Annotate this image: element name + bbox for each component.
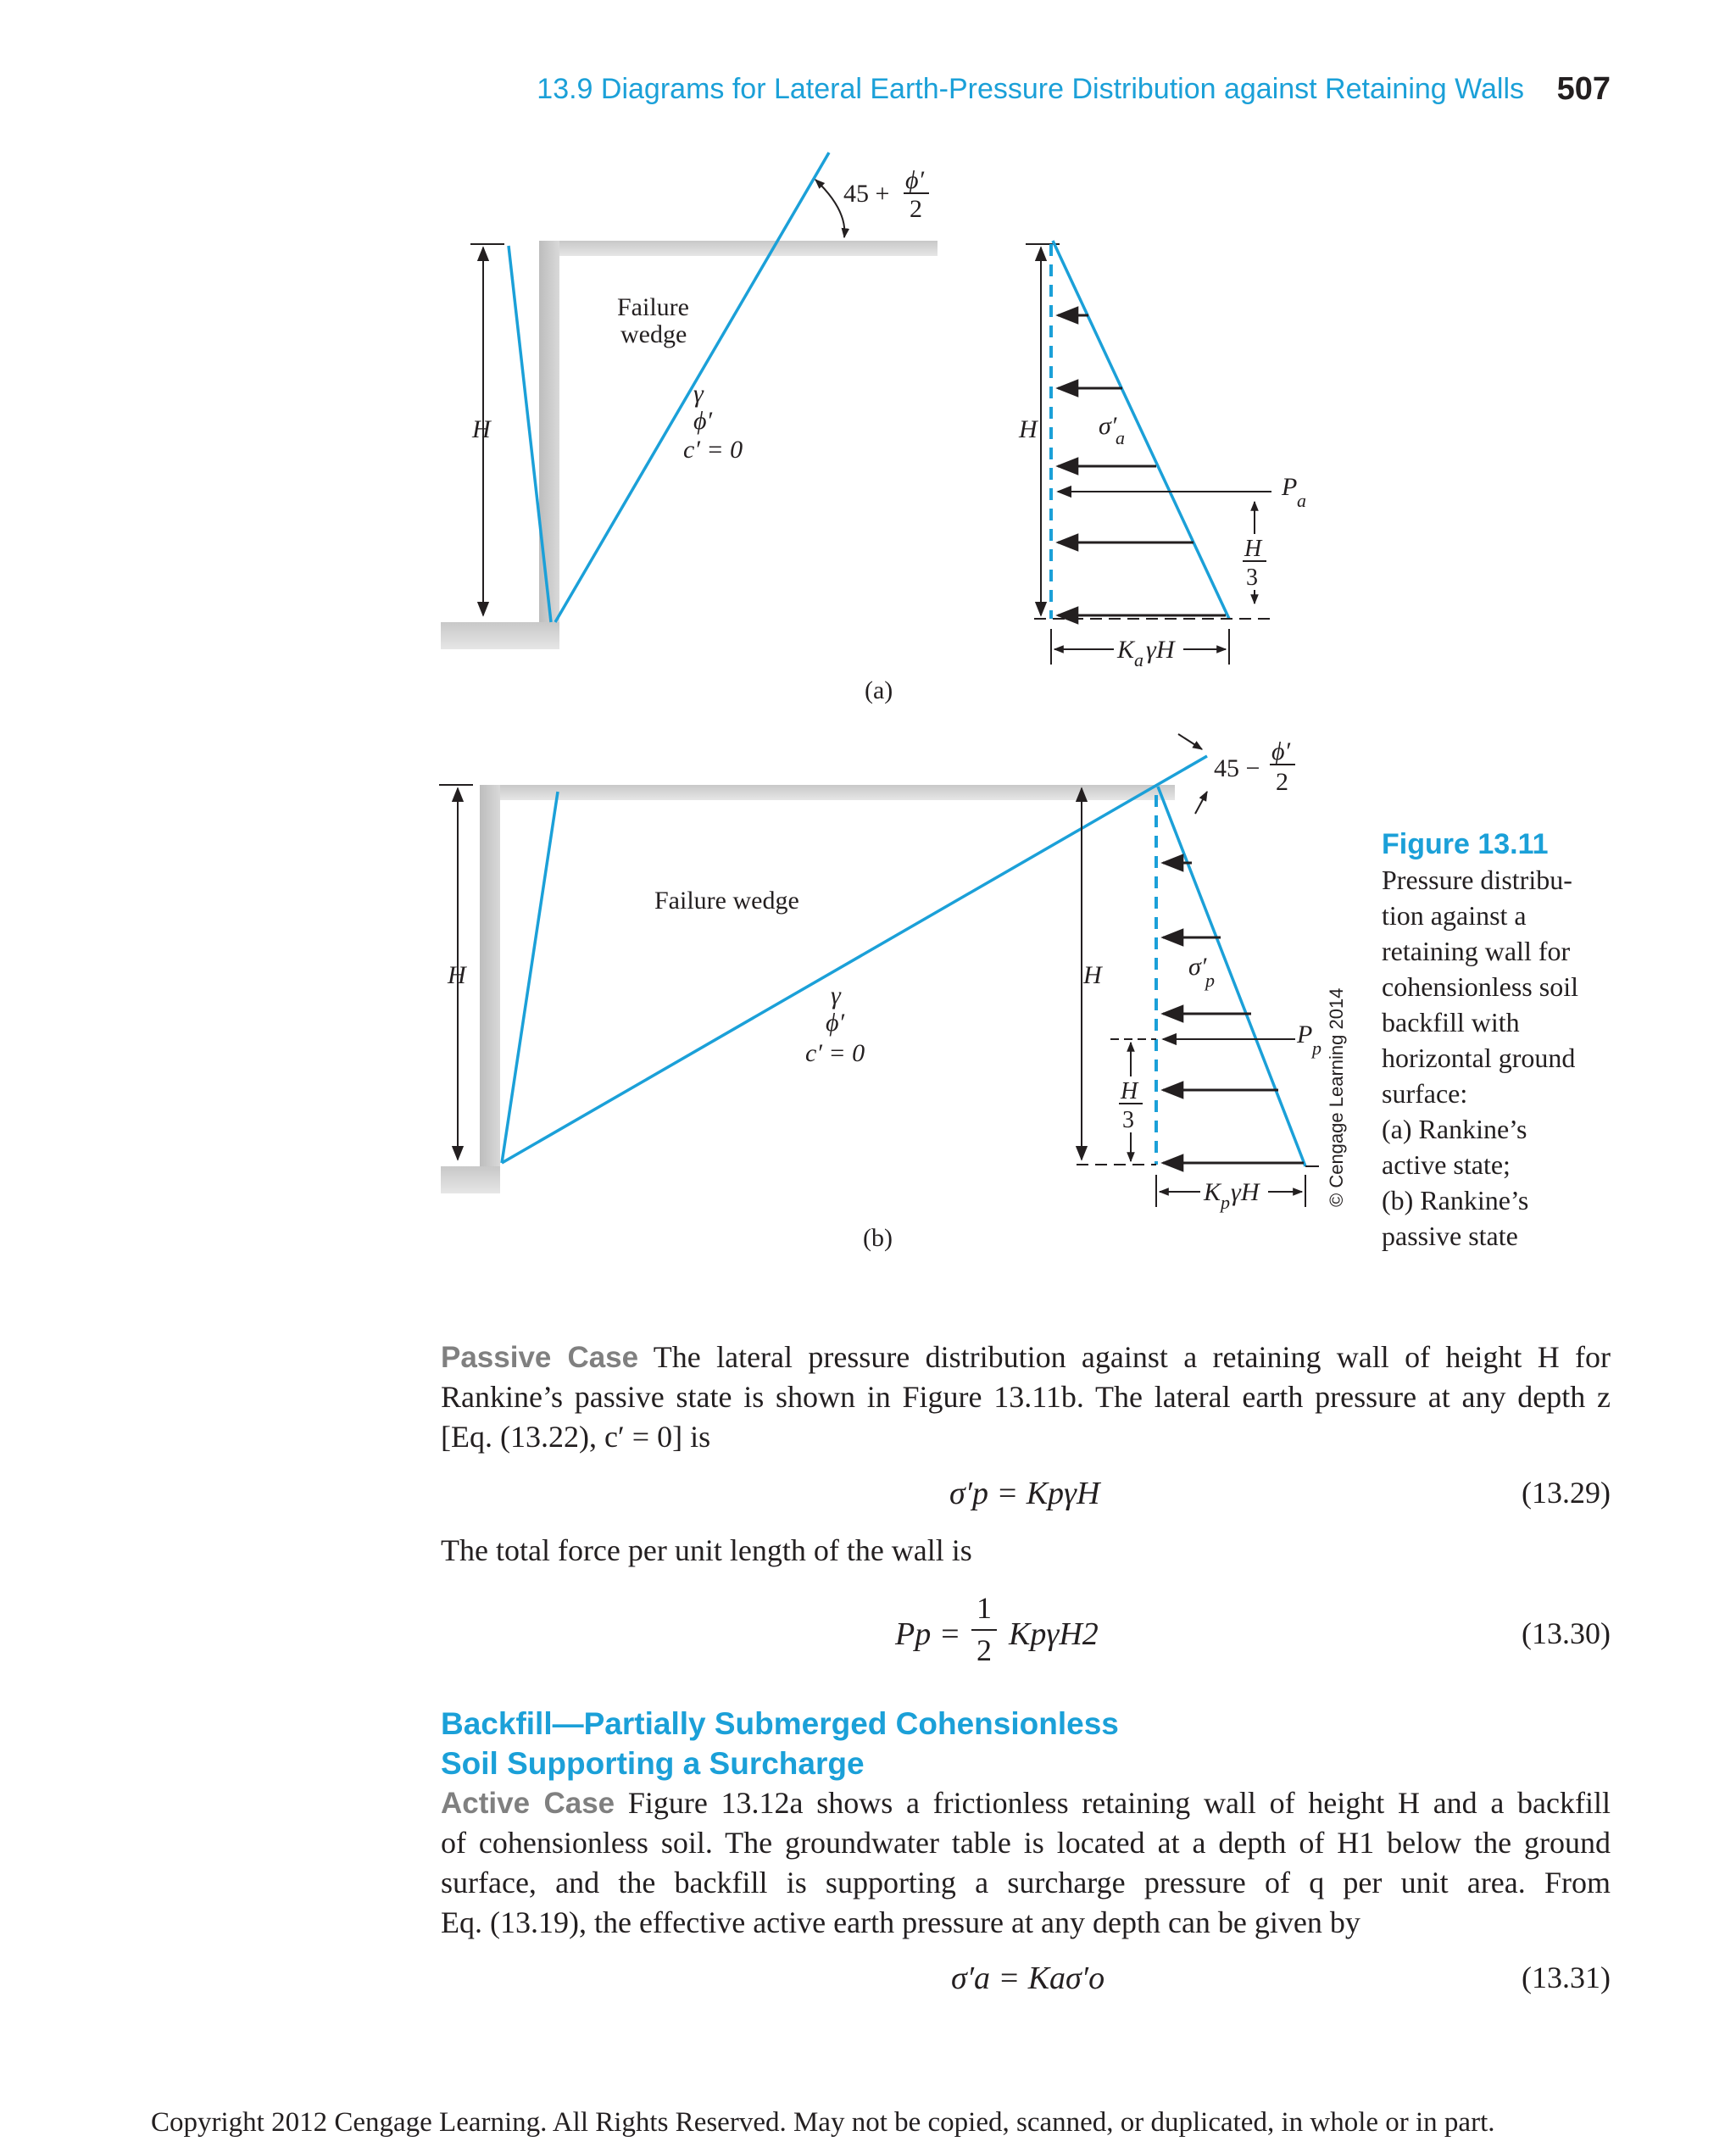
sigma-sub-b: p	[1205, 970, 1215, 991]
section-title: 13.9 Diagrams for Lateral Earth-Pressure Distribution against Retaining Walls	[537, 73, 1524, 105]
retaining-wall-a	[539, 241, 559, 622]
figure-copyright: © Cengage Learning 2014	[1326, 987, 1347, 1207]
sigma-a: σ′	[1099, 412, 1117, 440]
passive-line-2: Rankine’s passive state is shown in Figure 13.11b. The lateral earth pressure at any depth z	[441, 1380, 1611, 1414]
pressure-envelope-a	[1053, 241, 1229, 619]
wedge-label-b: Failure wedge	[654, 887, 799, 915]
total-force-text: The total force per unit length of the wall is	[441, 1533, 972, 1567]
eq29-formula: σ′p = KpγH	[949, 1476, 1100, 1511]
page-number: 507	[1556, 71, 1611, 107]
angle-prefix-a: 45 +	[843, 180, 890, 208]
force-sub-b: p	[1312, 1037, 1321, 1059]
eq31-formula: σ′a = Kaσ′o	[951, 1961, 1105, 1996]
eq30-number: (13.30)	[1522, 1616, 1611, 1650]
angle-den-b: 2	[1276, 768, 1288, 796]
wedge-label-a2: wedge	[620, 320, 687, 348]
third-num-a: H	[1244, 536, 1262, 562]
angle-den-a: 2	[910, 195, 922, 223]
equation-13-29	[441, 1475, 1611, 1517]
third-den-a: 3	[1246, 565, 1258, 591]
section-heading-line-1: Backfill—Partially Submerged Cohensionless	[441, 1706, 1119, 1741]
eq30-lhs: Pp =	[895, 1616, 961, 1652]
height-label-b2: H	[1083, 961, 1102, 989]
caption-line: tion against a	[1382, 900, 1527, 931]
height-label-a: H	[472, 415, 491, 443]
section-heading-line-2: Soil Supporting a Surcharge	[441, 1746, 865, 1781]
angle-num-b: ϕ′	[1271, 737, 1291, 765]
sigma-b: σ′	[1188, 953, 1207, 981]
third-num-b: H	[1121, 1078, 1138, 1104]
height-label-b: H	[448, 961, 466, 989]
passive-line-1: The lateral pressure distribution against a retaining wall of height H for	[653, 1340, 1611, 1374]
panel-label-a: (a)	[865, 676, 893, 704]
passive-lead: Passive Case	[441, 1341, 639, 1374]
gamma-a: γ	[693, 380, 704, 408]
equation-13-31	[441, 1960, 1611, 2002]
base-pre-a: K	[1117, 636, 1135, 664]
caption-line: backfill with	[1382, 1007, 1520, 1037]
retaining-wall-b	[480, 785, 500, 1166]
panel-a	[441, 153, 1306, 704]
backfill-surface-a	[539, 241, 938, 256]
equation-13-30	[441, 1590, 1611, 1675]
active-line-2: of cohensionless soil. The groundwater table is located at a depth of H1 below the ground	[441, 1826, 1611, 1860]
base-ground-b	[441, 1166, 500, 1193]
eq31-number: (13.31)	[1522, 1961, 1611, 1994]
eq30-frac-den: 2	[976, 1633, 992, 1667]
caption-line: (b) Rankine’s	[1382, 1185, 1529, 1215]
gamma-b: γ	[831, 982, 841, 1010]
force-sub-a: a	[1297, 490, 1306, 511]
caption-line: passive state	[1382, 1221, 1518, 1251]
active-case-paragraph	[441, 1783, 1611, 1943]
force-b: P	[1297, 1021, 1313, 1048]
eq30-frac-num: 1	[976, 1591, 992, 1625]
pressure-envelope-b	[1158, 787, 1305, 1166]
failure-plane-a	[555, 153, 829, 622]
wedge-label-a1: Failure	[617, 293, 689, 321]
failure-plane-b	[502, 756, 1207, 1163]
caption-line: retaining wall for	[1382, 936, 1571, 966]
panel-b	[439, 734, 1347, 1252]
panel-label-b: (b)	[863, 1224, 893, 1252]
base-sub-b: p	[1221, 1192, 1230, 1213]
angle-arc-a	[815, 180, 844, 237]
base-sub-a: a	[1134, 649, 1143, 670]
active-line-1: Figure 13.12a shows a frictionless retaining wall of height H and a backfill	[627, 1786, 1611, 1820]
eq30-rhs: KpγH2	[1009, 1616, 1099, 1652]
angle-prefix-b: 45 −	[1214, 754, 1260, 782]
caption-line: cohensionless soil	[1382, 971, 1578, 1002]
caption-line: active state;	[1382, 1149, 1511, 1180]
caption-line: surface:	[1382, 1078, 1468, 1109]
caption-line: Pressure distribu-	[1382, 865, 1572, 895]
base-post-a: γH	[1146, 636, 1175, 664]
section-heading	[441, 1704, 1119, 1783]
caption-title: Figure 13.11	[1382, 828, 1549, 860]
backfill-surface-b	[480, 785, 1175, 800]
figure-caption	[1382, 826, 1636, 1254]
passive-case-paragraph	[441, 1338, 1611, 1457]
angle-num-a: ϕ′	[905, 166, 925, 194]
wall-tilt-line-b	[502, 792, 558, 1163]
phi-b: ϕ′	[826, 1009, 845, 1037]
active-lead: Active Case	[441, 1787, 615, 1820]
base-post-b: γH	[1231, 1178, 1260, 1206]
base-pre-b: K	[1204, 1178, 1221, 1206]
active-line-4: Eq. (13.19), the effective active earth pressure at any depth can be given by	[441, 1905, 1360, 1939]
sigma-sub-a: a	[1116, 427, 1125, 448]
pressure-arrows-b	[1163, 863, 1304, 1163]
passive-line-3: [Eq. (13.22), c′ = 0] is	[441, 1420, 711, 1454]
cohesion-a: c′ = 0	[683, 436, 743, 464]
base-ground-a	[441, 622, 559, 649]
force-a: P	[1282, 473, 1298, 501]
height-label-a2: H	[1019, 415, 1038, 443]
copyright-footer: Copyright 2012 Cengage Learning. All Rights Reserved. May not be copied, scanned, or duplicated, in whole or in part.	[151, 2107, 1495, 2138]
caption-line: (a) Rankine’s	[1382, 1114, 1527, 1144]
third-den-b: 3	[1122, 1107, 1134, 1133]
phi-a: ϕ′	[693, 407, 713, 435]
caption-line: horizontal ground	[1382, 1043, 1576, 1073]
cohesion-b: c′ = 0	[805, 1039, 865, 1067]
eq29-number: (13.29)	[1522, 1476, 1611, 1510]
active-line-3: surface, and the backfill is supporting a surcharge pressure of q per unit area. From	[441, 1866, 1611, 1899]
pressure-arrows-a	[1058, 315, 1226, 615]
